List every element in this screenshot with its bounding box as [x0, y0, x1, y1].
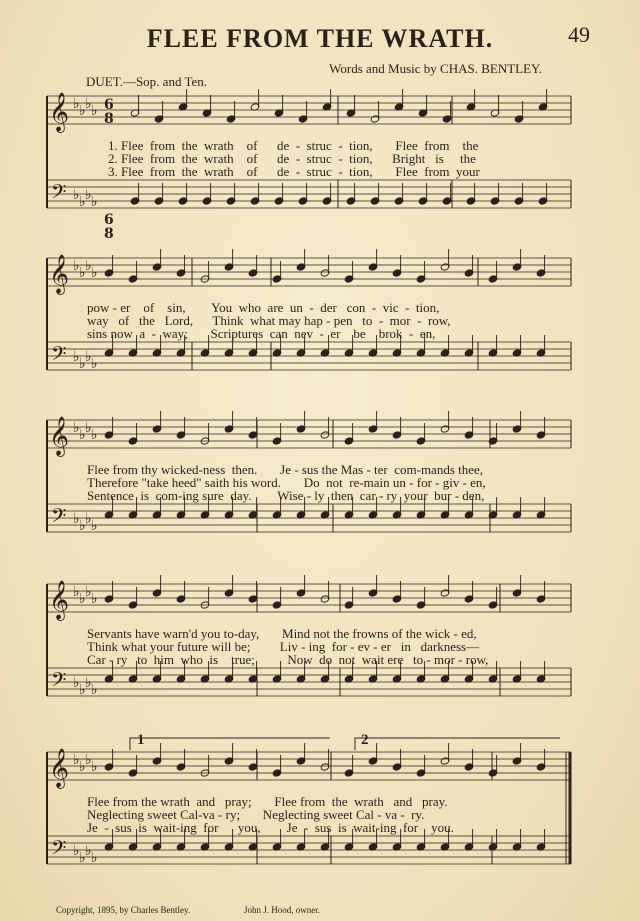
- flat-icon: ♭: [91, 759, 98, 775]
- flat-icon: ♭: [85, 187, 92, 203]
- time-sig-top: 6: [104, 212, 114, 228]
- flat-icon: ♭: [91, 194, 98, 210]
- flat-icon: ♭: [73, 752, 80, 768]
- flat-icon: ♭: [79, 356, 86, 372]
- first-ending-bracket: [130, 738, 330, 750]
- treble-clef-icon: 𝄞: [49, 580, 70, 620]
- flat-icon: ♭: [79, 850, 86, 866]
- bass-clef-icon: 𝄢: [51, 504, 67, 532]
- lyric-line: pow - er of sin, You who are un - der con - vic - tion,: [87, 300, 440, 315]
- hymn-title: FLEE FROM THE WRATH.: [146, 24, 494, 53]
- lyric-line: 3. Flee from the wrath of de - struc - tion, Flee from your: [108, 164, 480, 179]
- flat-icon: ♭: [85, 349, 92, 365]
- flat-icon: ♭: [85, 511, 92, 527]
- flat-icon: ♭: [73, 675, 80, 691]
- lyric-line: Flee from the wrath and pray; Flee from the wrath and pray.: [87, 794, 448, 809]
- part-label: DUET.—Sop. and Ten.: [86, 74, 208, 89]
- flat-icon: ♭: [79, 591, 86, 607]
- flat-icon: ♭: [73, 584, 80, 600]
- lyric-line: Car - ry to him who is true; Now do not wait ere to - mor - row,: [87, 652, 489, 667]
- bass-clef-icon: 𝄢: [51, 342, 67, 370]
- flat-icon: ♭: [73, 843, 80, 859]
- treble-clef-icon: 𝄞: [49, 748, 70, 788]
- treble-clef-icon: 𝄞: [49, 254, 70, 294]
- page-number: 49: [568, 22, 590, 47]
- flat-icon: ♭: [85, 584, 92, 600]
- flat-icon: ♭: [73, 258, 80, 274]
- time-sig-top: 6: [104, 97, 114, 113]
- lyric-line: 2. Flee from the wrath of de - struc - tion, Bright is the: [108, 151, 476, 166]
- bass-clef-icon: 𝄢: [51, 836, 67, 864]
- flat-icon: ♭: [91, 682, 98, 698]
- lyric-line: 1. Flee from the wrath of de - struc - tion, Flee from the: [108, 138, 479, 153]
- flat-icon: ♭: [85, 96, 92, 112]
- flat-icon: ♭: [73, 511, 80, 527]
- flat-icon: ♭: [79, 103, 86, 119]
- bass-clef-icon: 𝄢: [51, 180, 67, 208]
- lyric-line: Je - sus is wait-ing for you, Je - sus is wait-ing for you.: [87, 820, 454, 835]
- flat-icon: ♭: [91, 591, 98, 607]
- flat-icon: ♭: [79, 518, 86, 534]
- treble-clef-icon: 𝄞: [49, 92, 70, 132]
- flat-icon: ♭: [79, 265, 86, 281]
- lyric-line: sins now a - way; Scriptures can nev - er be brok - en,: [87, 326, 436, 341]
- first-ending-label: 1: [137, 732, 145, 748]
- flat-icon: ♭: [85, 843, 92, 859]
- lyric-line: way of the Lord, Think what may hap - pen to - mor - row,: [87, 313, 451, 328]
- second-ending-label: 2: [361, 732, 369, 748]
- flat-icon: ♭: [73, 96, 80, 112]
- time-sig-bottom: 8: [104, 111, 114, 127]
- flat-icon: ♭: [79, 682, 86, 698]
- flat-icon: ♭: [91, 850, 98, 866]
- flat-icon: ♭: [85, 752, 92, 768]
- flat-icon: ♭: [91, 518, 98, 534]
- flat-icon: ♭: [73, 349, 80, 365]
- lyric-line: Flee from thy wicked-ness then. Je - sus the Mas - ter com-mands thee,: [87, 462, 484, 477]
- lyric-line: Servants have warn'd you to-day, Mind not the frowns of the wick - ed,: [87, 626, 477, 641]
- flat-icon: ♭: [91, 103, 98, 119]
- lyric-line: Think what your future will be; Liv - ing for - ev - er in darkness—: [87, 639, 480, 654]
- flat-icon: ♭: [85, 258, 92, 274]
- flat-icon: ♭: [79, 194, 86, 210]
- flat-icon: ♭: [79, 759, 86, 775]
- treble-clef-icon: 𝄞: [49, 416, 70, 456]
- flat-icon: ♭: [91, 265, 98, 281]
- copyright-notice: Copyright, 1895, by Charles Bentley.: [56, 905, 191, 915]
- flat-icon: ♭: [85, 675, 92, 691]
- flat-icon: ♭: [91, 427, 98, 443]
- flat-icon: ♭: [91, 356, 98, 372]
- lyric-line: Neglecting sweet Cal-va - ry; Neglecting sweet Cal - va - ry.: [87, 807, 425, 822]
- flat-icon: ♭: [73, 187, 80, 203]
- second-ending-bracket: [355, 738, 560, 750]
- owner-notice: John J. Hood, owner.: [244, 905, 320, 915]
- time-sig-bottom: 8: [104, 226, 114, 242]
- flat-icon: ♭: [73, 420, 80, 436]
- lyric-line: Sentence is com-ing sure day. Wise - ly then car - ry your bur - den,: [87, 488, 485, 503]
- bass-clef-icon: 𝄢: [51, 668, 67, 696]
- composer-credit: Words and Music by CHAS. BENTLEY.: [329, 61, 542, 76]
- flat-icon: ♭: [85, 420, 92, 436]
- flat-icon: ♭: [79, 427, 86, 443]
- lyric-line: Therefore "take heed" saith his word. Do not re-main un - for - giv - en,: [87, 475, 486, 490]
